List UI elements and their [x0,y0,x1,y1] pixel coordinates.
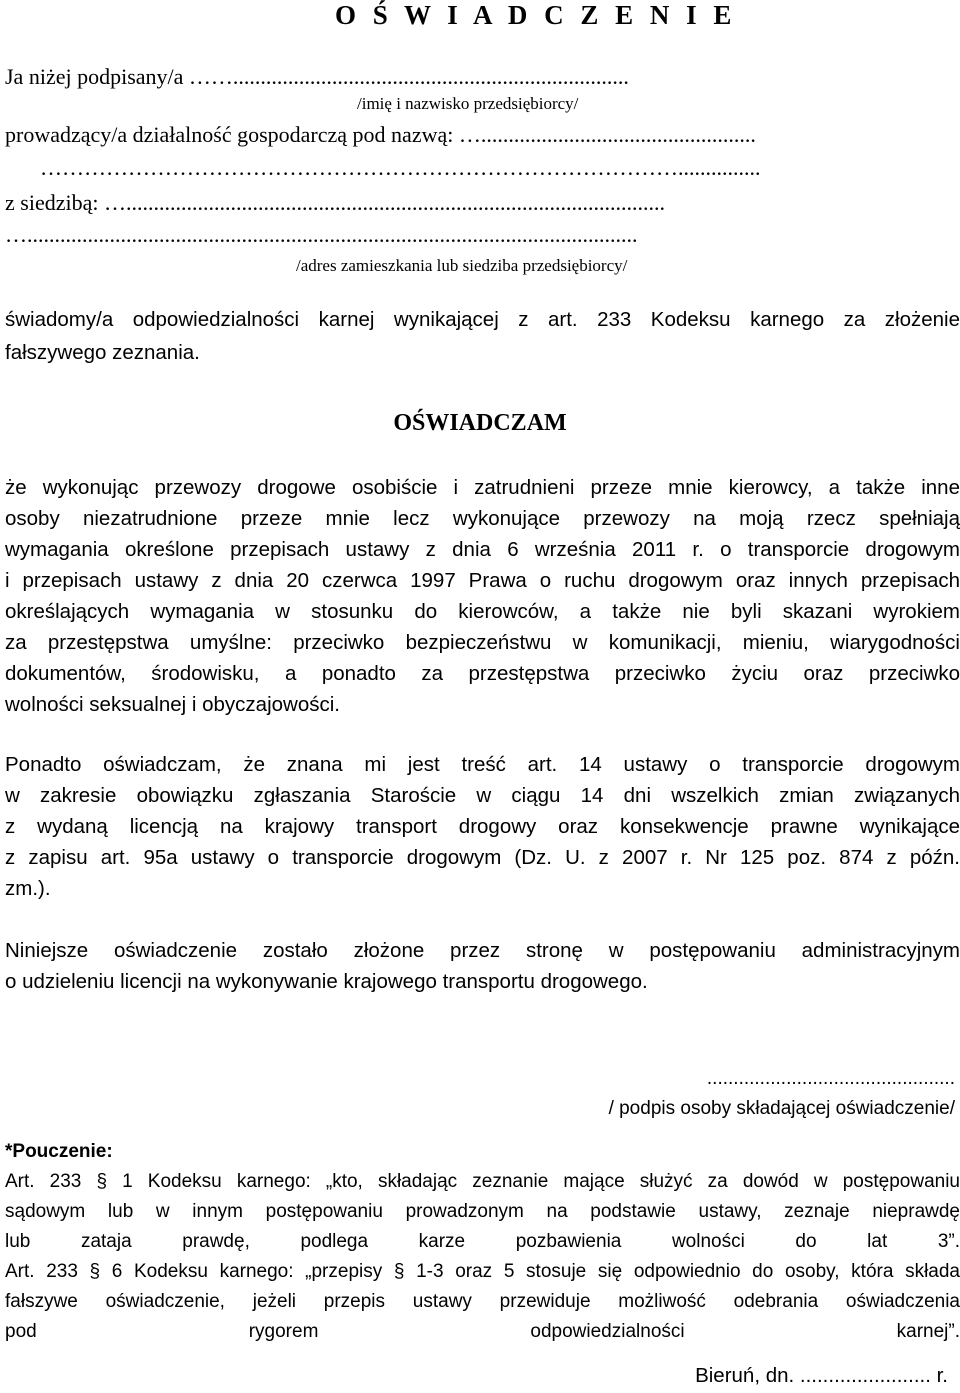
paragraph-line: Niniejsze oświadczenie zostało złożone przez stronę w postępowaniu administracyjnym [5,939,960,962]
signature-caption: / podpis osoby składającej oświadczenie/ [608,1098,955,1119]
paragraph-line: z wydaną licencją na krajowy transport drogowy oraz konsekwencje prawne wynikające [5,815,960,838]
signature-block [609,1064,955,1124]
signature-dots: ............................................... [706,1068,955,1089]
paragraph-line: w zakresie obowiązku zgłaszania Staroście w ciągu 14 dni wszelkich zmian związanych [5,784,960,807]
paragraph-line: za przestępstwa umyślne: przeciwko bezpieczeństwu w komunikacji, mieniu, wiarygodności [5,631,960,654]
notice-line: pod rygorem odpowiedzialności karnej”. [5,1321,960,1342]
notice-line: lub zataja prawdę, podlega karze pozbawienia wolności do lat 3”. [5,1231,960,1252]
paragraph-line: że wykonując przewozy drogowe osobiście i zatrudnieni przeze mnie kierowcy, a także inne [5,476,960,499]
paragraph-line: i przepisach ustawy z dnia 20 czerwca 1997 Prawa o ruchu drogowym oraz innych przepisach [5,569,960,592]
paragraph-obligations [5,749,960,904]
paragraph-line: zm.). [5,877,51,900]
declarant-name-line: Ja niżej podpisany/a ……........................................................................ [5,64,629,89]
paragraph-line: określających wymagania w stosunku do kierowców, a także nie byli skazani wyrokiem [5,600,960,623]
paragraph-line: Ponadto oświadczam, że znana mi jest treść art. 14 ustawy o transporcie drogowym [5,753,960,776]
seat-line: z siedzibą: ….................................................................................................. [5,190,665,215]
notice-line: fałszywe oświadczenie, jeżeli przepis ustawy przewiduje możliwość odebrania oświadczenia [5,1291,960,1312]
notice-line: Art. 233 § 1 Kodeksu karnego: „kto, składając zeznanie mające służyć za dowód w postępowaniu [5,1171,960,1192]
document-title: O Ś W I A D C Z E N I E [335,0,737,30]
paragraph-line: wolności seksualnej i obyczajowości. [5,693,340,716]
notice-heading: *Pouczenie: [5,1141,113,1162]
business-dots-line: ……………………………………………………………………………............... [40,155,761,180]
paragraph-line: o udzieleniu licencji na wykonywanie krajowego transportu drogowego. [5,970,648,993]
awareness-line-2: fałszywego zeznania. [5,341,200,364]
awareness-line-1: świadomy/a odpowiedzialności karnej wynikającej z art. 233 Kodeksu karnego za złożenie [5,308,960,331]
paragraph-line: wymagania określone przepisach ustawy z dnia 6 września 2011 r. o transporcie drogowym [5,538,960,561]
name-caption: /imię i nazwisko przedsiębiorcy/ [357,94,579,113]
paragraph-line: osoby niezatrudnione przeze mnie lecz wykonujące przewozy na moją rzecz spełniają [5,507,960,530]
notice-line: Art. 233 § 6 Kodeksu karnego: „przepisy § 1-3 oraz 5 stosuje się odpowiednio do osoby, która składa [5,1261,960,1282]
paragraph-line: dokumentów, środowisku, a ponadto za przestępstwa przeciwko życiu oraz przeciwko [5,662,960,685]
paragraph-requirements [5,472,960,720]
declare-heading: OŚWIADCZAM [393,410,567,436]
business-name-line: prowadzący/a działalność gospodarczą pod nazwą: ….................................................. [5,122,756,147]
notice-line: sądowym lub w innym postępowaniu prowadzonym na podstawie ustawy, zeznaje nieprawdę [5,1201,960,1222]
notice-block [5,1137,960,1347]
paragraph-line: z zapisu art. 95a ustawy o transporcie drogowym (Dz. U. z 2007 r. Nr 125 poz. 874 z późn. [5,846,960,869]
seat-dots-line: …............................................................................................................... [5,222,638,247]
place-and-date: Bieruń, dn. ....................... r. [695,1364,948,1387]
address-caption: /adres zamieszkania lub siedziba przedsiębiorcy/ [296,256,628,275]
paragraph-statement [5,935,960,997]
